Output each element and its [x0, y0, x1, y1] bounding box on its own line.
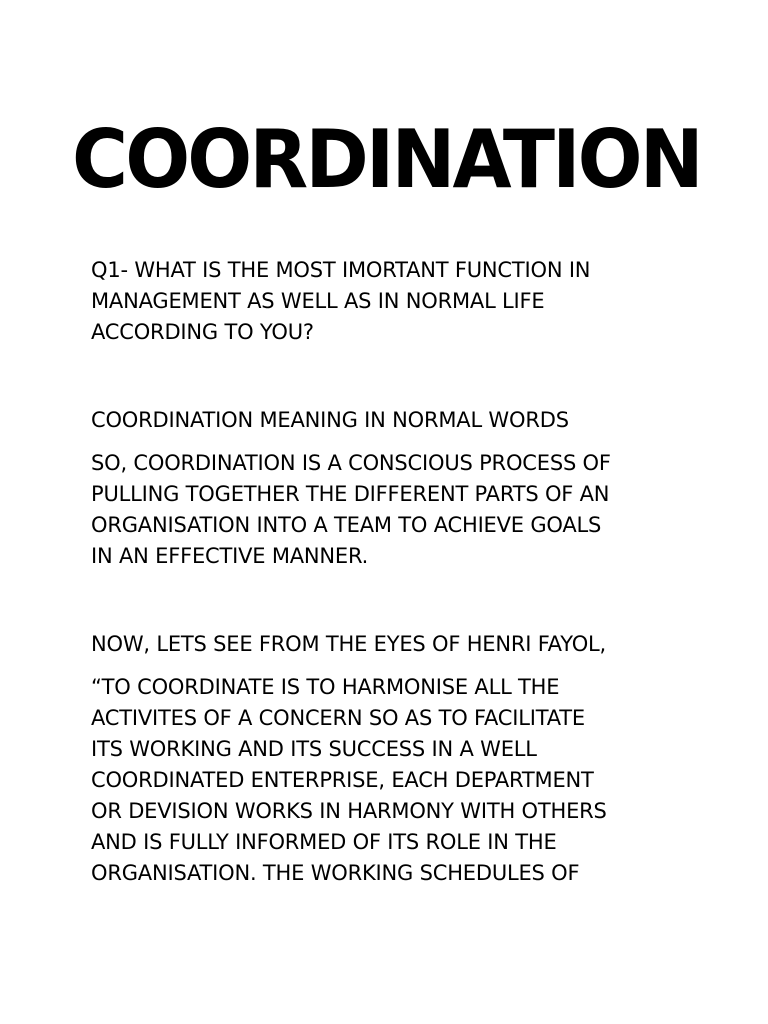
text-line: ORGANISATION INTO A TEAM TO ACHIEVE GOALS: [91, 513, 602, 537]
meaning-heading: [91, 405, 711, 436]
document-body: [91, 255, 711, 889]
text-line: IN AN EFFECTIVE MANNER.: [91, 544, 369, 568]
text-line: “TO COORDINATE IS TO HARMONISE ALL THE: [91, 675, 560, 699]
question-paragraph: [91, 255, 711, 348]
text-line: COORDINATED ENTERPRISE, EACH DEPARTMENT: [91, 768, 594, 792]
text-line: ITS WORKING AND ITS SUCCESS IN A WELL: [91, 737, 537, 761]
text-line: ACCORDING TO YOU?: [91, 320, 314, 344]
text-line: SO, COORDINATION IS A CONSCIOUS PROCESS OF: [91, 451, 611, 475]
text-line: ACTIVITES OF A CONCERN SO AS TO FACILITATE: [91, 706, 585, 730]
document-title: COORDINATION: [72, 113, 701, 206]
text-line: ORGANISATION. THE WORKING SCHEDULES OF: [91, 861, 580, 885]
text-line: NOW, LETS SEE FROM THE EYES OF HENRI FAYOL,: [91, 632, 607, 656]
text-line: OR DEVISION WORKS IN HARMONY WITH OTHERS: [91, 799, 607, 823]
text-line: AND IS FULLY INFORMED OF ITS ROLE IN THE: [91, 830, 557, 854]
fayol-quote-paragraph: [91, 672, 711, 889]
text-line: Q1- WHAT IS THE MOST IMORTANT FUNCTION IN: [91, 258, 591, 282]
fayol-intro-paragraph: [91, 629, 711, 660]
text-line: PULLING TOGETHER THE DIFFERENT PARTS OF AN: [91, 482, 610, 506]
text-line: COORDINATION MEANING IN NORMAL WORDS: [91, 408, 569, 432]
definition-paragraph: [91, 448, 711, 572]
text-line: MANAGEMENT AS WELL AS IN NORMAL LIFE: [91, 289, 545, 313]
